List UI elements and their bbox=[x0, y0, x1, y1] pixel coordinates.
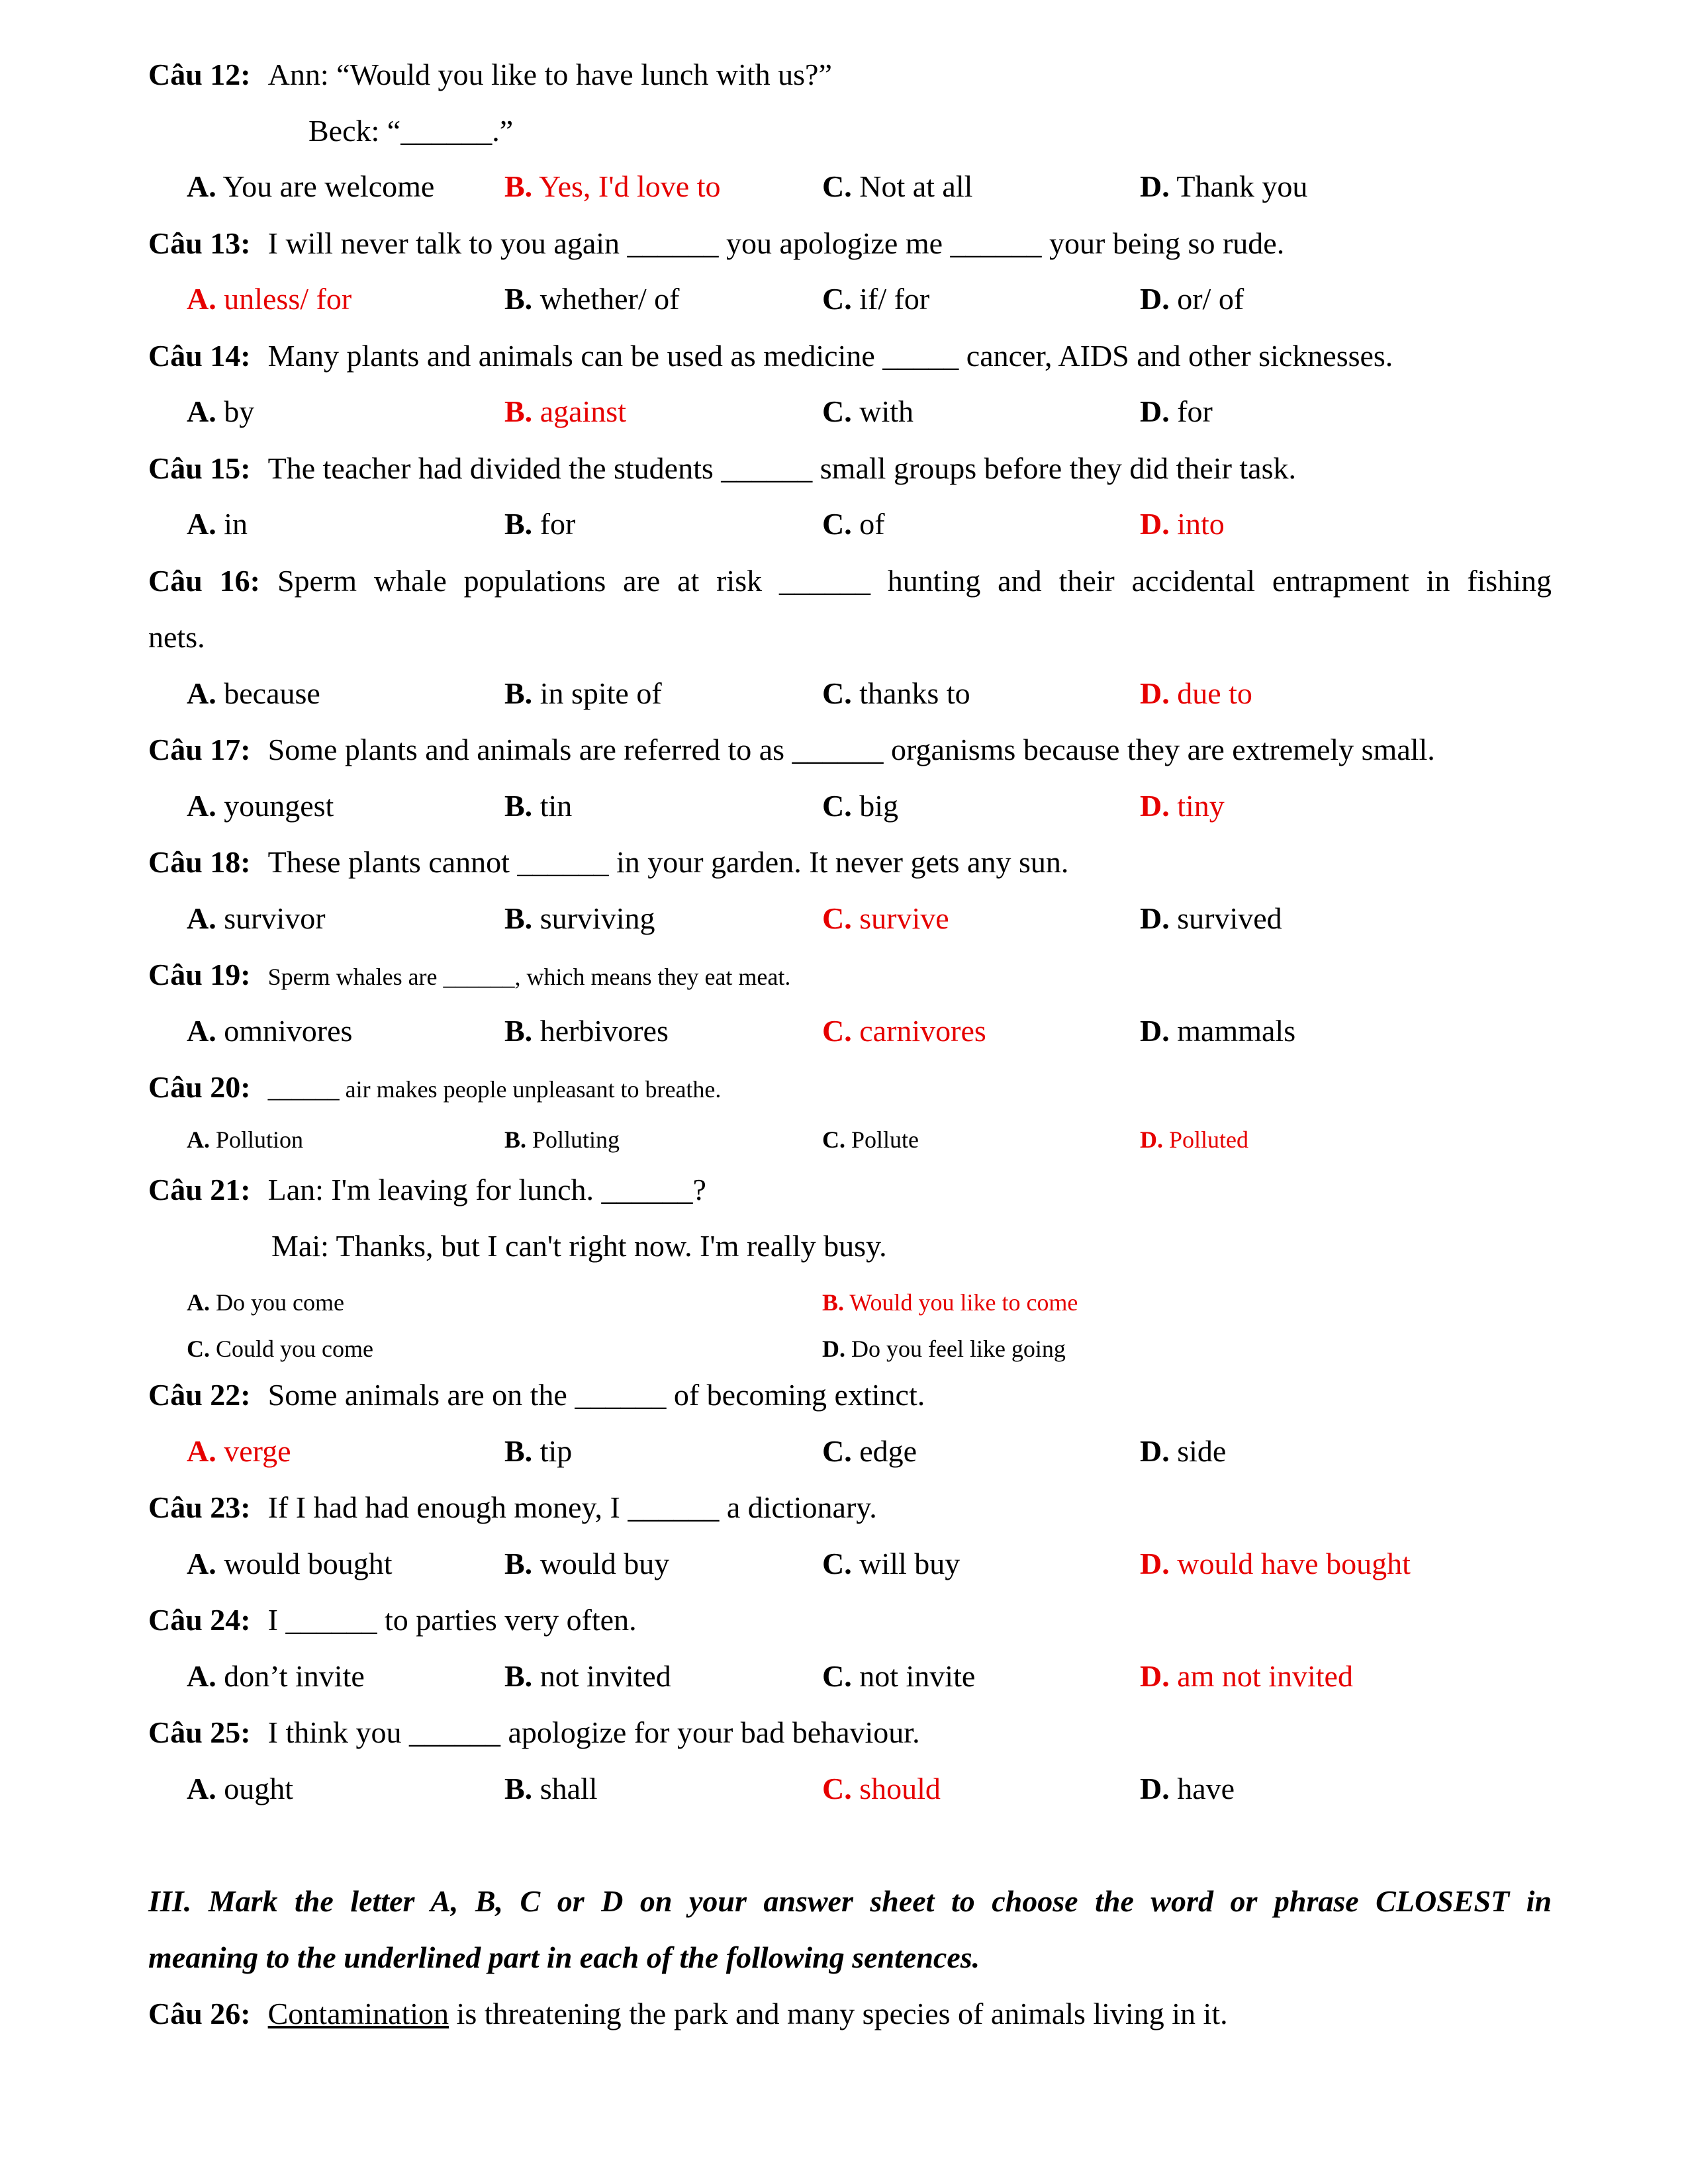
option-d bbox=[1140, 1011, 1295, 1051]
option-letter: C. bbox=[822, 789, 852, 823]
option-letter: A. bbox=[187, 169, 216, 203]
option-text: by bbox=[216, 394, 255, 428]
option-letter: B. bbox=[504, 1014, 533, 1048]
option-letter: C. bbox=[822, 1014, 852, 1048]
question-number: Câu 25: bbox=[148, 1715, 251, 1749]
question-number: Câu 26: bbox=[148, 1997, 251, 2030]
option-text: youngest bbox=[216, 789, 334, 823]
option-letter: A. bbox=[187, 789, 216, 823]
option-text: tiny bbox=[1169, 789, 1225, 823]
option-d bbox=[1140, 279, 1244, 319]
option-letter: B. bbox=[504, 282, 533, 316]
question-text: I will never talk to you again ______ you apologize me ______ your being so rude. bbox=[267, 226, 1285, 260]
question-number: Câu 20: bbox=[148, 1070, 251, 1104]
option-letter: C. bbox=[822, 1126, 845, 1153]
question-number: Câu 18: bbox=[148, 845, 251, 879]
option-letter: D. bbox=[1140, 507, 1170, 541]
option-b bbox=[504, 786, 572, 826]
option-text: would have bought bbox=[1169, 1547, 1411, 1580]
underlined-word: Contamination bbox=[267, 1997, 449, 2030]
option-c-correct bbox=[822, 1769, 941, 1809]
option-text: big bbox=[851, 789, 899, 823]
question-19-stem bbox=[148, 955, 790, 997]
option-text: would buy bbox=[532, 1547, 670, 1580]
option-text: surviving bbox=[532, 901, 655, 935]
question-16-stem bbox=[148, 561, 1552, 601]
option-letter: B. bbox=[504, 789, 533, 823]
option-letter: D. bbox=[1140, 1434, 1170, 1468]
option-d-correct bbox=[1140, 504, 1225, 544]
option-text: ought bbox=[216, 1772, 294, 1805]
question-number: Câu 17: bbox=[148, 733, 251, 766]
option-d bbox=[1140, 1769, 1235, 1809]
question-15-stem bbox=[148, 449, 1296, 488]
option-b bbox=[504, 1011, 669, 1051]
option-text: don’t invite bbox=[216, 1659, 365, 1693]
option-text: for bbox=[532, 507, 576, 541]
question-number: Câu 19: bbox=[148, 958, 251, 991]
question-18-stem bbox=[148, 842, 1068, 882]
question-text: These plants cannot ______ in your garden. It never gets any sun. bbox=[267, 845, 1069, 879]
option-letter: B. bbox=[504, 1659, 533, 1693]
question-24-stem bbox=[148, 1600, 637, 1640]
option-d bbox=[822, 1329, 1066, 1369]
section-iii-instruction-line-2: meaning to the underlined part in each of the following sentences. bbox=[148, 1940, 980, 1974]
question-text: Ann: “Would you like to have lunch with us?” bbox=[267, 58, 832, 91]
question-text: I ______ to parties very often. bbox=[267, 1603, 637, 1637]
option-letter: B. bbox=[822, 1289, 845, 1316]
question-text: Lan: I'm leaving for lunch. ______? bbox=[267, 1173, 706, 1206]
option-letter: D. bbox=[1140, 789, 1170, 823]
option-letter: A. bbox=[187, 507, 216, 541]
option-text: because bbox=[216, 676, 320, 710]
option-c bbox=[187, 1329, 373, 1369]
option-text: verge bbox=[216, 1434, 291, 1468]
question-text: Many plants and animals can be used as medicine _____ cancer, AIDS and other sicknesses. bbox=[267, 339, 1393, 373]
option-c bbox=[822, 279, 929, 319]
option-d-correct bbox=[1140, 674, 1252, 713]
option-letter: A. bbox=[187, 1772, 216, 1805]
option-a bbox=[187, 392, 254, 432]
option-letter: C. bbox=[822, 507, 852, 541]
option-text: Would you like to come bbox=[844, 1289, 1078, 1316]
option-a bbox=[187, 1120, 303, 1160]
option-letter: B. bbox=[504, 507, 533, 541]
option-letter: C. bbox=[187, 1336, 210, 1362]
option-letter: D. bbox=[1140, 1659, 1170, 1693]
option-text: shall bbox=[532, 1772, 598, 1805]
option-text: Polluting bbox=[526, 1126, 620, 1153]
option-text: side bbox=[1169, 1434, 1227, 1468]
option-text: whether/ of bbox=[532, 282, 680, 316]
option-text: am not invited bbox=[1169, 1659, 1353, 1693]
question-text: Sperm whale populations are at risk ______ hunting and their accidental entrapment in fishing bbox=[277, 564, 1552, 598]
option-text: with bbox=[851, 394, 914, 428]
question-17-stem bbox=[148, 730, 1435, 770]
question-number: Câu 21: bbox=[148, 1173, 251, 1206]
option-letter: B. bbox=[504, 1772, 533, 1805]
question-21-stem-continued: Mai: Thanks, but I can't right now. I'm really busy. bbox=[271, 1229, 887, 1263]
option-letter: A. bbox=[187, 676, 216, 710]
option-letter: A. bbox=[187, 1547, 216, 1580]
option-text: unless/ for bbox=[216, 282, 352, 316]
option-text: Pollute bbox=[845, 1126, 919, 1153]
option-text: Could you come bbox=[210, 1336, 373, 1362]
option-letter: A. bbox=[187, 1014, 216, 1048]
option-c bbox=[822, 674, 970, 713]
option-text: or/ of bbox=[1169, 282, 1244, 316]
question-14-stem bbox=[148, 336, 1393, 376]
option-letter: A. bbox=[187, 394, 216, 428]
question-text: ______ air makes people unpleasant to breathe. bbox=[267, 1076, 722, 1103]
option-letter: D. bbox=[1140, 282, 1170, 316]
option-text: thanks to bbox=[851, 676, 970, 710]
option-text: not invited bbox=[532, 1659, 671, 1693]
option-text: mammals bbox=[1169, 1014, 1296, 1048]
option-letter: B. bbox=[504, 394, 533, 428]
option-d-correct bbox=[1140, 1120, 1248, 1160]
option-b-correct bbox=[504, 392, 626, 432]
option-a bbox=[187, 674, 320, 713]
question-12-stem-continued: Beck: “______.” bbox=[308, 114, 514, 148]
question-text: Sperm whales are ______, which means they eat meat. bbox=[267, 964, 791, 990]
question-text: is threatening the park and many species of animals living in it. bbox=[449, 1997, 1228, 2030]
option-c bbox=[822, 1120, 919, 1160]
option-text: in spite of bbox=[532, 676, 662, 710]
option-letter: A. bbox=[187, 1434, 216, 1468]
option-c bbox=[822, 504, 885, 544]
option-letter: B. bbox=[504, 169, 533, 203]
question-number: Câu 14: bbox=[148, 339, 251, 373]
option-a bbox=[187, 1769, 293, 1809]
option-text: survive bbox=[851, 901, 949, 935]
option-text: will buy bbox=[851, 1547, 961, 1580]
question-25-stem bbox=[148, 1713, 920, 1752]
option-b bbox=[504, 504, 575, 544]
option-text: have bbox=[1169, 1772, 1235, 1805]
option-text: should bbox=[851, 1772, 941, 1805]
option-c bbox=[822, 1432, 917, 1471]
option-b bbox=[504, 1432, 572, 1471]
option-text: would bought bbox=[216, 1547, 393, 1580]
option-letter: C. bbox=[822, 1434, 852, 1468]
option-b bbox=[504, 279, 679, 319]
option-letter: A. bbox=[187, 1289, 210, 1316]
option-text: omnivores bbox=[216, 1014, 353, 1048]
option-text: Yes, I'd love to bbox=[532, 169, 721, 203]
section-iii-instruction-line-1: III. Mark the letter A, B, C or D on your answer sheet to choose the word or phrase CLOSEST in bbox=[148, 1884, 1552, 1918]
option-letter: D. bbox=[1140, 1772, 1170, 1805]
question-20-stem bbox=[148, 1068, 721, 1109]
option-a bbox=[187, 1011, 352, 1051]
option-text: against bbox=[532, 394, 626, 428]
option-text: carnivores bbox=[851, 1014, 986, 1048]
question-23-stem bbox=[148, 1488, 877, 1527]
option-b-correct bbox=[822, 1283, 1078, 1322]
option-letter: D. bbox=[1140, 901, 1170, 935]
question-text: I think you ______ apologize for your bad behaviour. bbox=[267, 1715, 920, 1749]
option-text: in bbox=[216, 507, 248, 541]
question-13-stem bbox=[148, 224, 1284, 263]
option-letter: A. bbox=[187, 282, 216, 316]
question-22-stem bbox=[148, 1375, 925, 1415]
option-text: Pollution bbox=[210, 1126, 304, 1153]
option-text: Do you feel like going bbox=[845, 1336, 1066, 1362]
option-b bbox=[504, 1657, 671, 1696]
option-text: tin bbox=[532, 789, 573, 823]
option-letter: D. bbox=[1140, 1014, 1170, 1048]
option-letter: D. bbox=[1140, 676, 1170, 710]
option-c bbox=[822, 167, 972, 206]
option-b bbox=[504, 674, 662, 713]
option-a bbox=[187, 504, 248, 544]
option-d bbox=[1140, 1432, 1226, 1471]
option-b bbox=[504, 899, 655, 938]
option-a bbox=[187, 1657, 365, 1696]
option-letter: A. bbox=[187, 1126, 210, 1153]
option-letter: A. bbox=[187, 901, 216, 935]
option-letter: D. bbox=[1140, 1126, 1163, 1153]
option-letter: C. bbox=[822, 169, 852, 203]
question-12-stem bbox=[148, 55, 832, 95]
question-26-stem bbox=[148, 1994, 1228, 2034]
option-text: for bbox=[1169, 394, 1213, 428]
question-number: Câu 24: bbox=[148, 1603, 251, 1637]
option-letter: D. bbox=[1140, 1547, 1170, 1580]
option-letter: D. bbox=[822, 1336, 845, 1362]
option-d bbox=[1140, 392, 1213, 432]
question-number: Câu 13: bbox=[148, 226, 251, 260]
option-letter: C. bbox=[822, 282, 852, 316]
option-c bbox=[822, 392, 914, 432]
option-d-correct bbox=[1140, 1544, 1411, 1584]
option-a bbox=[187, 1283, 344, 1322]
question-text: The teacher had divided the students ______ small groups before they did their task. bbox=[267, 451, 1297, 485]
option-d bbox=[1140, 167, 1307, 206]
option-c bbox=[822, 1657, 975, 1696]
option-text: You are welcome bbox=[216, 169, 435, 203]
question-number: Câu 15: bbox=[148, 451, 251, 485]
option-b-correct bbox=[504, 167, 721, 206]
option-c bbox=[822, 1544, 960, 1584]
option-text: Not at all bbox=[851, 169, 973, 203]
question-21-stem bbox=[148, 1170, 706, 1210]
question-number: Câu 12: bbox=[148, 58, 251, 91]
option-d-correct bbox=[1140, 1657, 1353, 1696]
option-b bbox=[504, 1544, 669, 1584]
option-text: into bbox=[1169, 507, 1225, 541]
option-letter: B. bbox=[504, 676, 533, 710]
option-letter: D. bbox=[1140, 394, 1170, 428]
option-letter: B. bbox=[504, 901, 533, 935]
option-c bbox=[822, 786, 898, 826]
option-text: of bbox=[851, 507, 885, 541]
option-d-correct bbox=[1140, 786, 1225, 826]
question-text: Some plants and animals are referred to as ______ organisms because they are extremely small. bbox=[267, 733, 1435, 766]
option-text: due to bbox=[1169, 676, 1252, 710]
question-number: Câu 23: bbox=[148, 1490, 251, 1524]
option-a bbox=[187, 786, 334, 826]
option-letter: C. bbox=[822, 1547, 852, 1580]
option-text: edge bbox=[851, 1434, 917, 1468]
option-a-correct bbox=[187, 279, 352, 319]
option-b bbox=[504, 1120, 620, 1160]
question-number: Câu 22: bbox=[148, 1378, 251, 1412]
option-text: Thank you bbox=[1169, 169, 1308, 203]
option-text: survived bbox=[1169, 901, 1282, 935]
option-text: if/ for bbox=[851, 282, 930, 316]
option-a-correct bbox=[187, 1432, 291, 1471]
option-text: herbivores bbox=[532, 1014, 669, 1048]
question-number: Câu 16: bbox=[148, 564, 260, 598]
option-text: not invite bbox=[851, 1659, 976, 1693]
option-letter: C. bbox=[822, 901, 852, 935]
option-text: tip bbox=[532, 1434, 573, 1468]
option-letter: C. bbox=[822, 1772, 852, 1805]
option-a bbox=[187, 167, 434, 206]
option-letter: C. bbox=[822, 1659, 852, 1693]
option-d bbox=[1140, 899, 1282, 938]
option-letter: B. bbox=[504, 1126, 527, 1153]
option-c-correct bbox=[822, 899, 949, 938]
option-text: survivor bbox=[216, 901, 326, 935]
option-text: Polluted bbox=[1163, 1126, 1249, 1153]
option-text: Do you come bbox=[210, 1289, 344, 1316]
question-16-stem-continued: nets. bbox=[148, 620, 205, 654]
option-letter: B. bbox=[504, 1434, 533, 1468]
option-letter: C. bbox=[822, 676, 852, 710]
option-letter: D. bbox=[1140, 169, 1170, 203]
question-text: Some animals are on the ______ of becoming extinct. bbox=[267, 1378, 925, 1412]
option-a bbox=[187, 1544, 393, 1584]
option-b bbox=[504, 1769, 598, 1809]
option-letter: B. bbox=[504, 1547, 533, 1580]
option-letter: A. bbox=[187, 1659, 216, 1693]
option-a bbox=[187, 899, 326, 938]
option-c-correct bbox=[822, 1011, 986, 1051]
question-text: If I had had enough money, I ______ a dictionary. bbox=[267, 1490, 877, 1524]
option-letter: C. bbox=[822, 394, 852, 428]
